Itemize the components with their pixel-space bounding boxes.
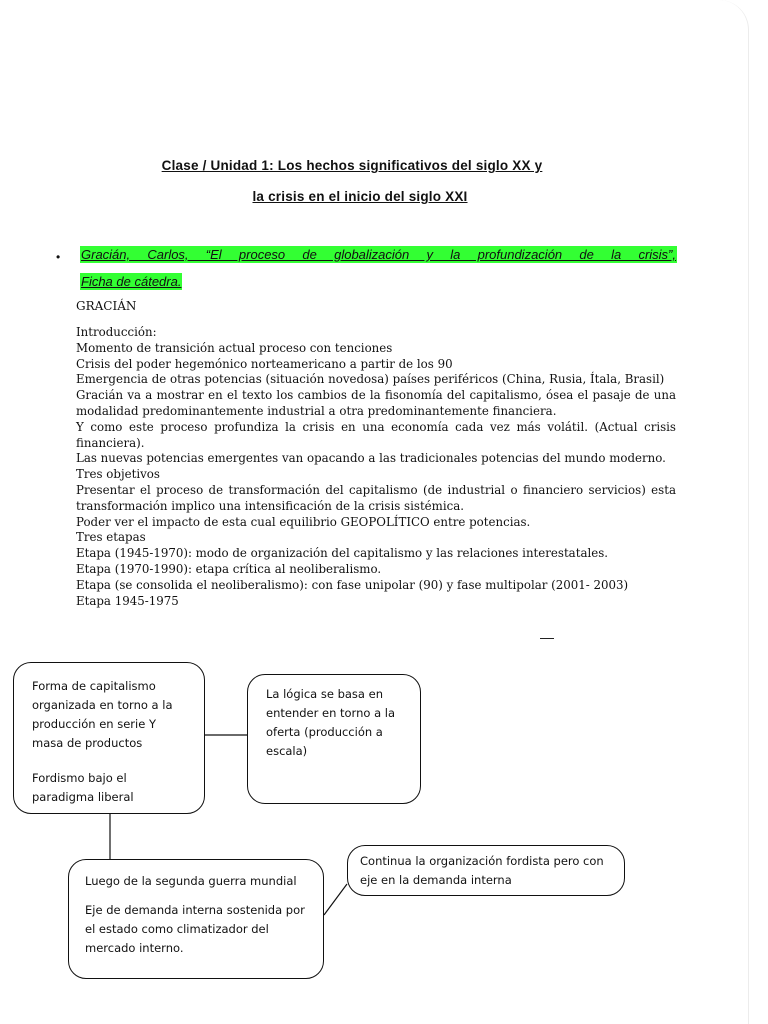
body-line: Las nuevas potencias emergentes van opacando a las tradicionales potencias del mundo moderno. xyxy=(76,451,666,466)
body-line: Tres etapas xyxy=(76,530,146,545)
title-line-1: Clase / Unidad 1: Los hechos significativos del siglo XX y xyxy=(161,158,543,173)
body-line: Etapa (1970-1990): etapa crítica al neoliberalismo. xyxy=(76,561,382,576)
body-line: Etapa 1945-1975 xyxy=(76,593,179,608)
bullet-icon: • xyxy=(56,250,61,264)
body-line: Crisis del poder hegemónico norteamericano a partir de los 90 xyxy=(76,356,453,371)
body-line: Gracián va a mostrar en el texto los cambios de la fisonomía del capitalismo, ósea el pasaje de una modalidad predominantemente industrial a otra predominantemente financiera. xyxy=(76,388,676,418)
body-line: Introducción: xyxy=(76,325,157,339)
reference-line-2: Ficha de cátedra. xyxy=(81,274,182,289)
reference-line-1: Gracián, Carlos, “El proceso de globalización y la profundización de la crisis”, xyxy=(81,247,676,262)
diagram-box-postwar xyxy=(68,859,324,979)
body-line: Momento de transición actual proceso con tenciones xyxy=(76,340,393,355)
diagram-box-demand xyxy=(347,845,625,896)
connector-box3-box4 xyxy=(324,884,347,915)
body-line: Etapa (1945-1970): modo de organización del capitalismo y las relaciones interestatales. xyxy=(76,546,609,561)
body-line: Tres objetivos xyxy=(76,467,160,482)
body-line: Emergencia de otras potencias (situación novedosa) países periféricos (China, Rusia, Ítala, Brasil) xyxy=(76,372,665,387)
title-line-2: la crisis en el inicio del siglo XXI xyxy=(252,189,468,204)
body-line: Presentar el proceso de transformación del capitalismo (de industrial o financiero servicios) esta transformación implico una intensificación de la crisis sistémica. xyxy=(76,482,676,513)
box-text: La lógica se basa en entender en torno a la oferta (producción a escala) xyxy=(266,687,396,758)
box-text: Fordismo bajo el paradigma liberal xyxy=(32,771,134,804)
box-text: Luego de la segunda guerra mundial xyxy=(85,874,297,888)
box-text: Continua la organización fordista pero con eje en la demanda interna xyxy=(360,854,604,887)
box-text: Forma de capitalismo organizada en torno a la producción en serie Y masa de productos xyxy=(32,679,173,750)
diagram-box-logic xyxy=(247,674,421,804)
box-text: Eje de demanda interna sostenida por el estado como climatizador del mercado interno. xyxy=(85,903,305,955)
body-line: Etapa (se consolida el neoliberalismo): con fase unipolar (90) y fase multipolar (2001- 2003) xyxy=(76,577,629,592)
body-line: Y como este proceso profundiza la crisis en una economía cada vez más volátil. (Actual crisis financiera). xyxy=(76,419,676,450)
body-line: Poder ver el impacto de esta cual equilibrio GEOPOLÍTICO entre potencias. xyxy=(76,514,531,529)
author-heading: GRACIÁN xyxy=(76,299,137,313)
diagram-box-fordism xyxy=(13,662,205,814)
